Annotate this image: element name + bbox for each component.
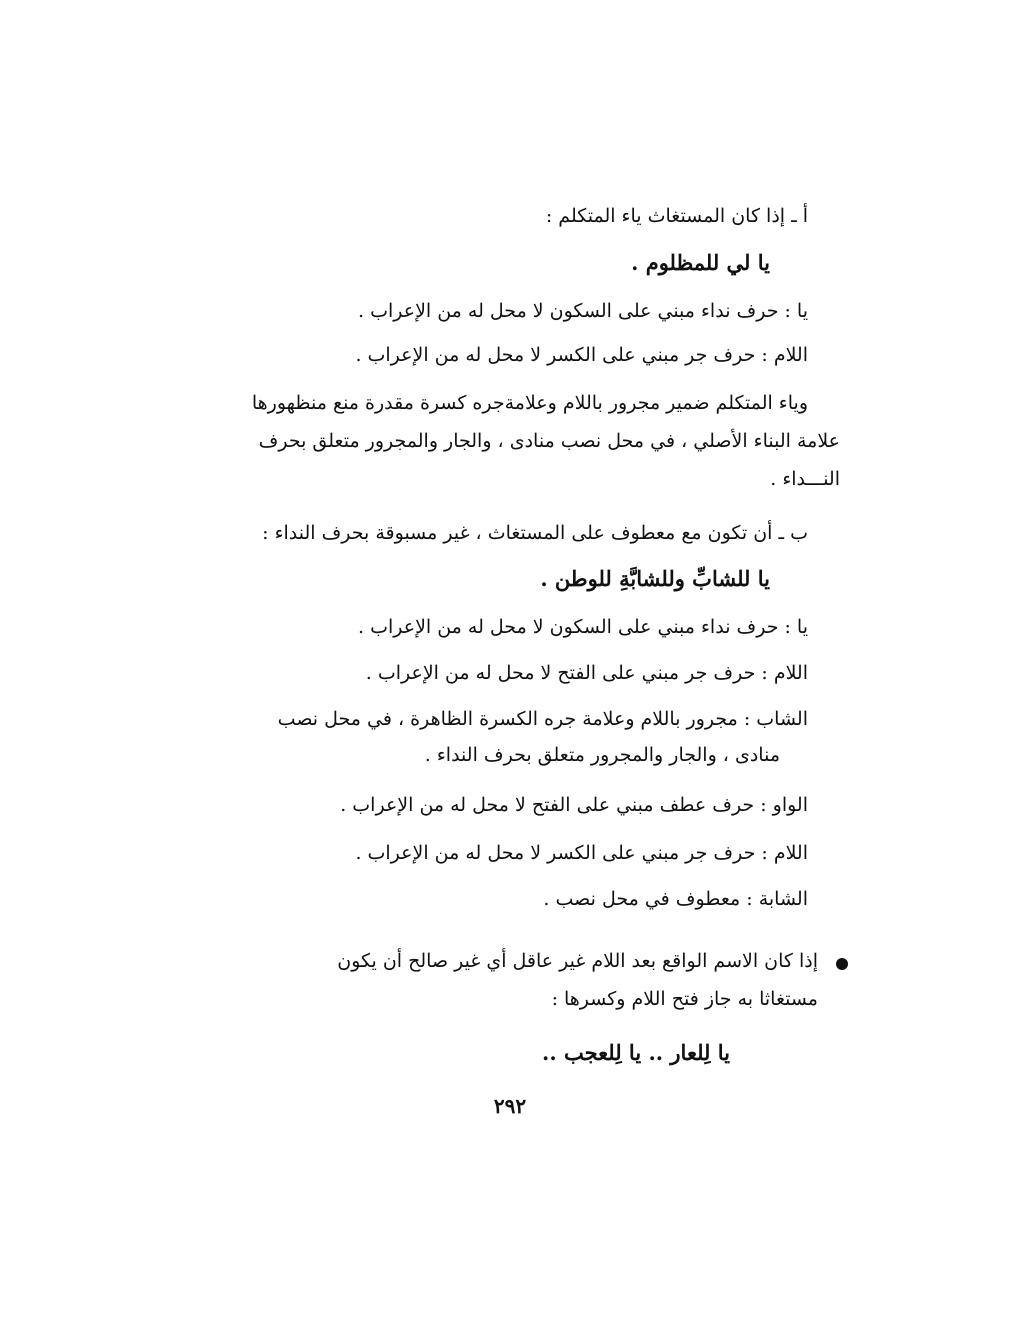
section-a-ya-line: يا : حرف نداء مبني على السكون لا محل له من الإعراب . bbox=[358, 300, 808, 322]
section-b-shaba-line: الشابة : معطوف في محل نصب . bbox=[543, 888, 808, 910]
note-line-2: مستغاثا به جاز فتح اللام وكسرها : bbox=[551, 988, 818, 1010]
note-example: يا لِلعار .. يا لِلعجب .. bbox=[542, 1040, 730, 1065]
section-a-ya-mutakallim-line-3: النـــداء . bbox=[770, 468, 840, 490]
note-line-1: إذا كان الاسم الواقع بعد اللام غير عاقل أي غير صالح أن يكون bbox=[337, 950, 818, 972]
section-b-shab-line-1: الشاب : مجرور باللام وعلامة جره الكسرة الظاهرة ، في محل نصب bbox=[277, 708, 808, 730]
section-b-lam-line: اللام : حرف جر مبني على الفتح لا محل له من الإعراب . bbox=[365, 662, 808, 684]
section-b-heading: ب ـ أن تكون مع معطوف على المستغاث ، غير مسبوقة بحرف النداء : bbox=[262, 522, 808, 544]
section-a-lam-line: اللام : حرف جر مبني على الكسر لا محل له من الإعراب . bbox=[355, 344, 808, 366]
section-b-example: يا للشابِّ وللشابَّةِ للوطن . bbox=[540, 566, 770, 591]
section-b-shab-line-2: منادى ، والجار والمجرور متعلق بحرف النداء . bbox=[424, 744, 780, 766]
page-number: ٢٩٢ bbox=[493, 1094, 527, 1118]
section-b-ya-line: يا : حرف نداء مبني على السكون لا محل له من الإعراب . bbox=[358, 616, 808, 638]
section-a-heading: أ ـ إذا كان المستغاث ياء المتكلم : bbox=[545, 205, 808, 227]
section-a-example: يا لي للمظلوم . bbox=[631, 250, 770, 275]
section-b-waw-line: الواو : حرف عطف مبني على الفتح لا محل له من الإعراب . bbox=[340, 794, 808, 816]
note-block bbox=[178, 948, 848, 1012]
section-b-lam2-line: اللام : حرف جر مبني على الكسر لا محل له من الإعراب . bbox=[355, 842, 808, 864]
section-a-ya-mutakallim-line-2: علامة البناء الأصلي ، في محل نصب منادى ، والجار والمجرور متعلق بحرف bbox=[258, 430, 840, 452]
bullet-icon bbox=[836, 958, 848, 970]
section-a-ya-mutakallim-paragraph bbox=[182, 384, 840, 498]
section-a-ya-mutakallim-line-1: وياء المتكلم ضمير مجرور باللام وعلامةجره كسرة مقدرة منع منظهورها bbox=[251, 392, 808, 414]
